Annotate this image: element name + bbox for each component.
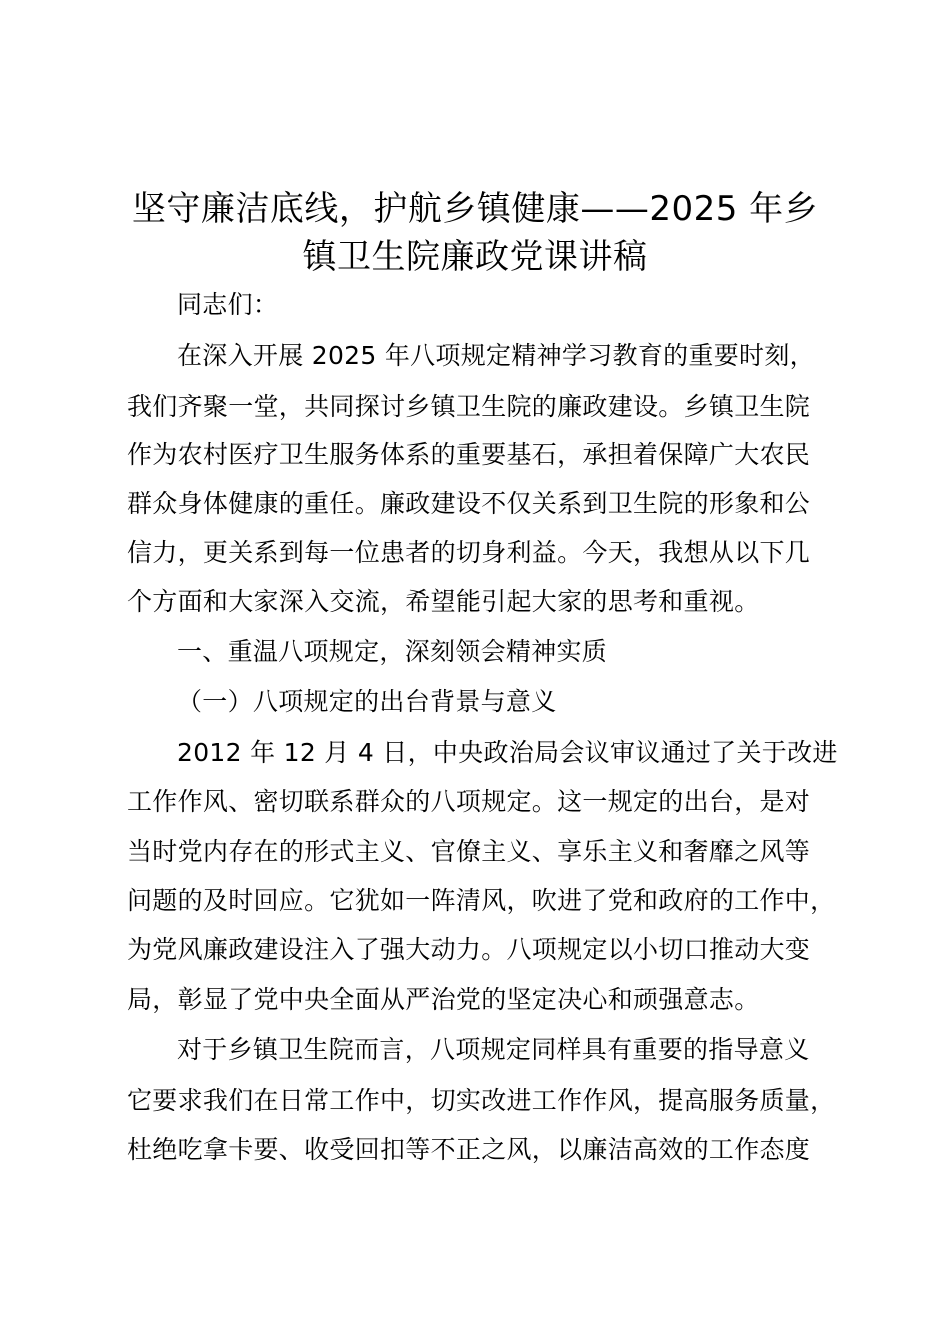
paragraph-line: 工作作风、密切联系群众的八项规定。这一规定的出台，是对 bbox=[127, 787, 811, 816]
paragraph-line: 对于乡镇卫生院而言，八项规定同样具有重要的指导意义 bbox=[177, 1035, 810, 1064]
paragraph-line: 我们齐聚一堂，共同探讨乡镇卫生院的廉政建设。乡镇卫生院 bbox=[127, 392, 811, 421]
paragraph-line: 在深入开展 2025 年八项规定精神学习教育的重要时刻， bbox=[177, 341, 815, 370]
paragraph-line: 信力，更关系到每一位患者的切身利益。今天，我想从以下几 bbox=[127, 538, 811, 567]
paragraph-line: 个方面和大家深入交流，希望能引起大家的思考和重视。 bbox=[127, 587, 760, 616]
paragraph-line: 问题的及时回应。它犹如一阵清风，吹进了党和政府的工作中， bbox=[127, 886, 836, 915]
paragraph-line: 杜绝吃拿卡要、收受回扣等不正之风，以廉洁高效的工作态度 bbox=[127, 1135, 811, 1164]
document-title-line-1: 坚守廉洁底线，护航乡镇健康——2025 年乡 bbox=[131, 189, 819, 229]
paragraph-line: 为党风廉政建设注入了强大动力。八项规定以小切口推动大变 bbox=[127, 935, 811, 964]
paragraph-line: 作为农村医疗卫生服务体系的重要基石，承担着保障广大农民 bbox=[127, 440, 811, 469]
section-heading: 一、重温八项规定，深刻领会精神实质 bbox=[177, 637, 608, 666]
paragraph-line: 群众身体健康的重任。廉政建设不仅关系到卫生院的形象和公 bbox=[127, 489, 811, 518]
paragraph-line: 当时党内存在的形式主义、官僚主义、享乐主义和奢靡之风等 bbox=[127, 837, 811, 866]
document-title-line-2: 镇卫生院廉政党课讲稿 bbox=[302, 237, 648, 277]
paragraph-line: 局，彰显了党中央全面从严治党的坚定决心和顽强意志。 bbox=[127, 985, 760, 1014]
salutation: 同志们： bbox=[177, 290, 279, 319]
paragraph-line: 2012 年 12 月 4 日，中央政治局会议审议通过了关于改进 bbox=[177, 738, 838, 767]
subsection-heading: （一）八项规定的出台背景与意义 bbox=[177, 687, 557, 716]
paragraph-line: 它要求我们在日常工作中，切实改进工作作风，提高服务质量， bbox=[127, 1086, 836, 1115]
